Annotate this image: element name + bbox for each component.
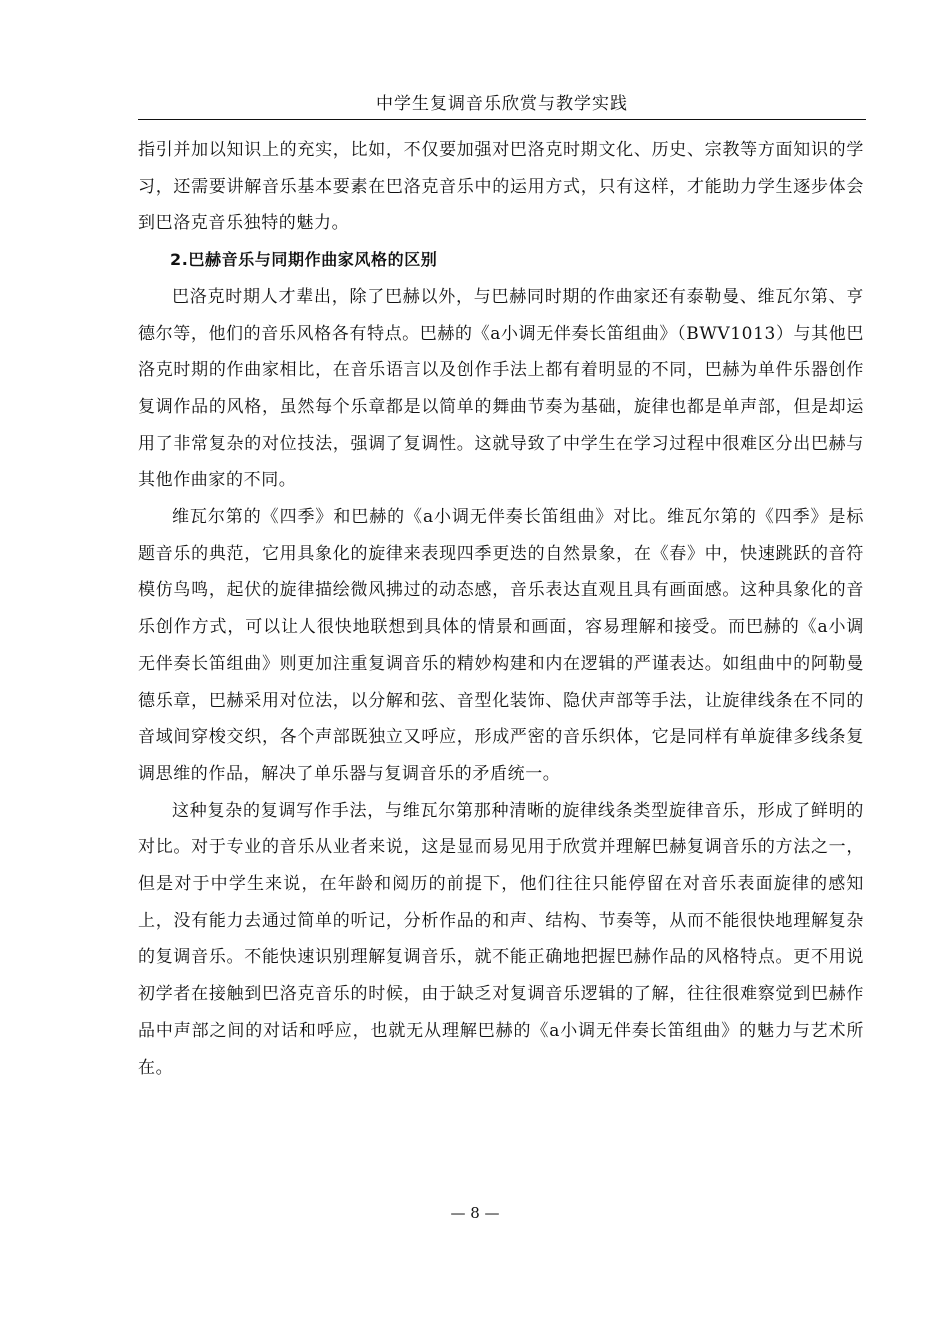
paragraph-vivaldi-comparison: 维瓦尔第的《四季》和巴赫的《a小调无伴奏长笛组曲》对比。维瓦尔第的《四季》是标题音乐的典范，它用具象化的旋律来表现四季更迭的自然景象，在《春》中，快速跳跃的音符模仿鸟鸣，起伏的旋律描绘微风拂过的动态感，音乐表达直观且具有画面感。这种具象化的音乐创作方式，可以让人很快地联想到具体的情景和画面，容易理解和接受。而巴赫的《a小调无伴奏长笛组曲》则更加注重复调音乐的精妙构建和内在逻辑的严谨表达。如组曲中的阿勒曼德乐章，巴赫采用对位法，以分解和弦、音型化装饰、隐伏声部等手法，让旋律线条在不同的音域间穿梭交织，各个声部既独立又呼应，形成严密的音乐织体，它是同样有单旋律多线条复调思维的作品，解决了单乐器与复调音乐的矛盾统一。 bbox=[138, 507, 864, 784]
section-heading: 2.巴赫音乐与同期作曲家风格的区别 bbox=[170, 250, 438, 270]
paragraph-bach-contemporaries: 巴洛克时期人才辈出，除了巴赫以外，与巴赫同时期的作曲家还有泰勒曼、维瓦尔第、亨德尔等，他们的音乐风格各有特点。巴赫的《a小调无伴奏长笛组曲》（BWV1013）与其他巴洛克时期的作曲家相比，在音乐语言以及创作手法上都有着明显的不同，巴赫为单件乐器创作复调作品的风格，虽然每个乐章都是以简单的舞曲节奏为基础，旋律也都是单声部，但是却运用了非常复杂的对位技法，强调了复调性。这就导致了中学生在学习过程中很难区分出巴赫与其他作曲家的不同。 bbox=[138, 286, 864, 491]
paragraph-polyphony-contrast: 这种复杂的复调写作手法，与维瓦尔第那种清晰的旋律线条类型旋律音乐，形成了鲜明的对比。对于专业的音乐从业者来说，这是显而易见用于欣赏并理解巴赫复调音乐的方法之一，但是对于中学生来说，在年龄和阅历的前提下，他们往往只能停留在对音乐表面旋律的感知上，没有能力去通过简单的听记，分析作品的和声、结构、节奏等，从而不能很快地理解复杂的复调音乐。不能快速识别理解复调音乐，就不能正确地把握巴赫作品的风格特点。更不用说初学者在接触到巴洛克音乐的时候，由于缺乏对复调音乐逻辑的了解，往往很难察觉到巴赫作品中声部之间的对话和呼应，也就无从理解巴赫的《a小调无伴奏长笛组曲》的魅力与艺术所在。 bbox=[138, 800, 864, 1078]
page-number: — 8 — bbox=[450, 1204, 500, 1222]
body-text bbox=[138, 132, 864, 1086]
running-header: 中学生复调音乐欣赏与教学实践 bbox=[376, 94, 628, 114]
header-rule bbox=[138, 119, 866, 120]
paragraph-continued: 指引并加以知识上的充实，比如，不仅要加强对巴洛克时期文化、历史、宗教等方面知识的学习，还需要讲解音乐基本要素在巴洛克音乐中的运用方式，只有这样，才能助力学生逐步体会到巴洛克音乐独特的魅力。 bbox=[138, 140, 864, 234]
